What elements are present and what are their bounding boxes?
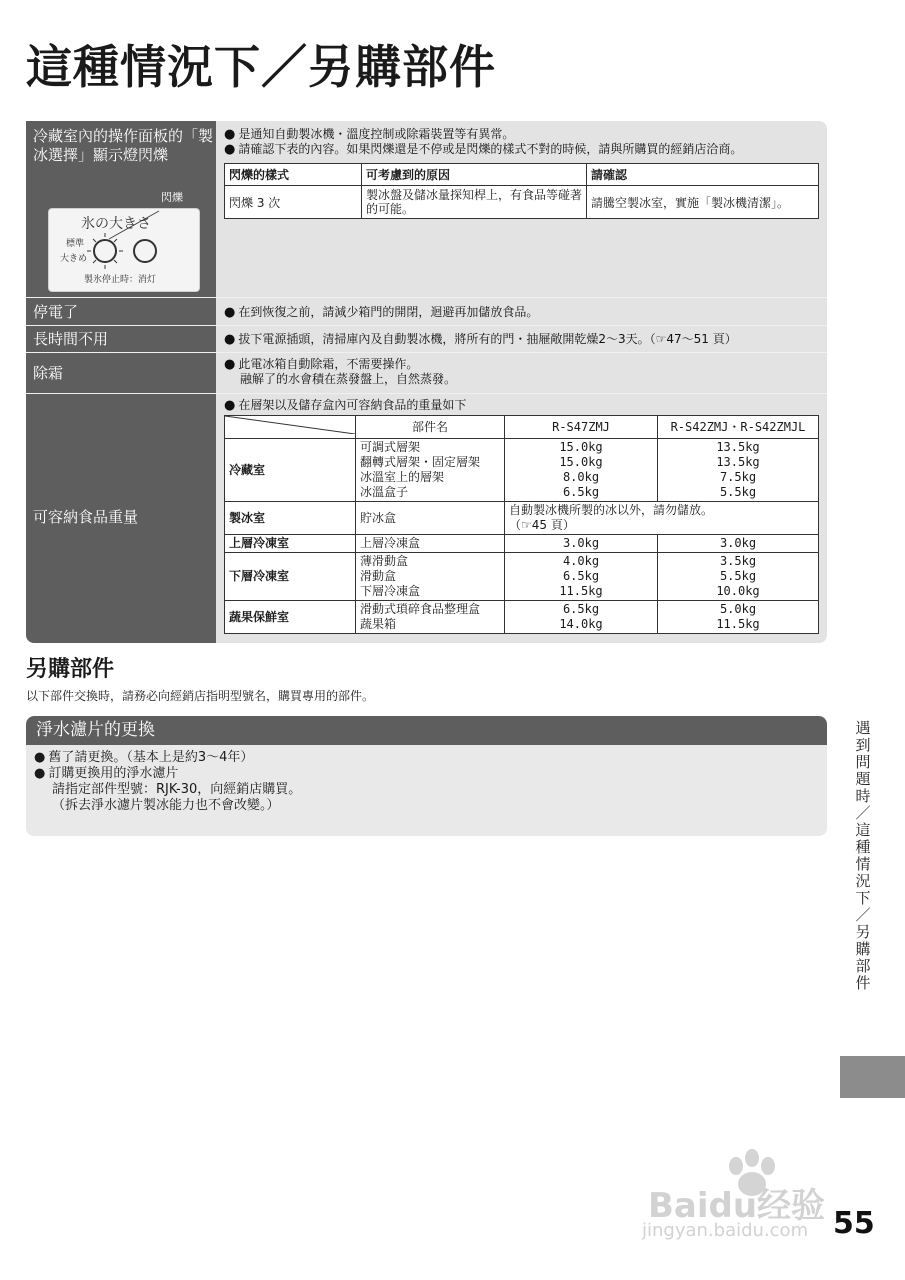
row-label-long-unused: 長時間不用	[33, 330, 109, 348]
stop-label: 製氷停止時：消灯	[84, 275, 157, 285]
table-row: 下層冷凍室 薄滑動盒 滑動盒 下層冷凍盒 4.0kg 6.5kg 11.5kg 3.5kg 5.5kg 10.0kg	[225, 553, 819, 601]
troubleshoot-panel	[26, 121, 827, 643]
side-navigation: 遇到問題時／這種情況下／另購部件	[855, 719, 871, 992]
filter-body: ● 舊了請更換。（基本上是約3～4年） ● 訂購更換用的淨水濾片 請指定部件型號：RJK-30，向經銷店購買。 （拆去淨水濾片製冰能力也不會改變。）	[34, 750, 302, 813]
section-heading-parts: 另購部件	[26, 657, 115, 682]
weight-header: R-S42ZMJ・R-S42ZMJL	[658, 416, 819, 439]
row-divider	[26, 393, 827, 394]
section-intro-parts: 以下部件交換時，請務必向經銷店指明型號名，購買專用的部件。	[26, 689, 375, 703]
standard-label: 標準	[66, 239, 85, 249]
row-label-icemaker: 冷藏室內的操作面板的「製冰選擇」顯示燈閃爍	[33, 127, 214, 164]
table-row: 冷藏室 可調式層架 翻轉式層架・固定層架 冰溫室上的層架 冰溫盒子 15.0kg 15.0kg 8.0kg 6.5kg 13.5kg 13.5kg 7.5kg 5.5kg	[225, 439, 819, 502]
table-row: 製冰室 貯冰盒 自動製冰機所製的冰以外，請勿儲放。 （☞45 頁）	[225, 502, 819, 535]
filter-panel	[26, 716, 827, 836]
weight-header: R-S47ZMJ	[505, 416, 658, 439]
weight-table	[224, 415, 819, 634]
page-ref-icon: ☞	[521, 518, 532, 532]
blink-header: 閃爍的樣式	[225, 164, 362, 186]
blink-header: 可考慮到的原因	[362, 164, 587, 186]
row-divider	[26, 352, 827, 353]
page-title: 這種情況下／另購部件	[26, 40, 496, 94]
flash-label: 閃爍	[161, 191, 183, 204]
long-unused-text: ● 拔下電源插頭，清掃庫內及自動製冰機，將所有的門・抽屜敞開乾燥2～3天。（☞47～51 頁）	[224, 332, 737, 347]
watermark-brand: Baidu经验	[648, 1186, 826, 1226]
blink-table	[224, 163, 819, 219]
watermark	[640, 1140, 845, 1245]
blink-header: 請確認	[587, 164, 819, 186]
row-label-power-outage: 停電了	[33, 303, 79, 321]
row-label-defrost: 除霜	[33, 364, 64, 382]
capacity-text: ● 在層架以及儲存盒內可容納食品的重量如下	[224, 398, 467, 413]
blink-cell: 請騰空製冰室，實施「製冰機清潔」。	[587, 186, 819, 219]
blink-cell: 閃爍 3 次	[225, 186, 362, 219]
section-tab	[840, 1056, 905, 1098]
large-label: 大きめ	[60, 254, 88, 264]
watermark-url: jingyan.baidu.com	[642, 1220, 809, 1241]
row-divider	[26, 325, 827, 326]
power-outage-text: ● 在到恢復之前，請減少箱門的開閉，迴避再加儲放食品。	[224, 305, 539, 320]
table-row: 上層冷凍室 上層冷凍盒 3.0kg 3.0kg	[225, 535, 819, 553]
diagonal-line	[225, 416, 355, 434]
page-ref-icon: ☞	[655, 332, 667, 346]
row-divider	[26, 297, 827, 298]
filter-heading: 淨水濾片的更換	[26, 716, 827, 745]
page-number: 55	[833, 1206, 875, 1241]
icemaker-text: ● 是通知自動製冰機・溫度控制或除霜裝置等有異常。 ● 請確認下表的內容。如果閃爍還是不停或是閃爍的樣式不對的時候，請與所購買的經銷店洽商。	[224, 127, 743, 157]
weight-header: 部件名	[356, 416, 505, 439]
row-label-capacity: 可容納食品重量	[33, 508, 139, 526]
blink-cell: 製冰盤及儲冰量探知桿上，有食品等碰著的可能。	[362, 186, 587, 219]
defrost-text: ● 此電冰箱自動除霜，不需要操作。 融解了的水會積在蒸發盤上，自然蒸發。	[224, 357, 457, 386]
ice-size-label: 氷の大きさ	[81, 216, 151, 232]
weight-header-blank	[225, 416, 356, 439]
table-row: 蔬果保鮮室 滑動式瑣碎食品整理盒 蔬果箱 6.5kg 14.0kg 5.0kg 11.5kg	[225, 601, 819, 634]
